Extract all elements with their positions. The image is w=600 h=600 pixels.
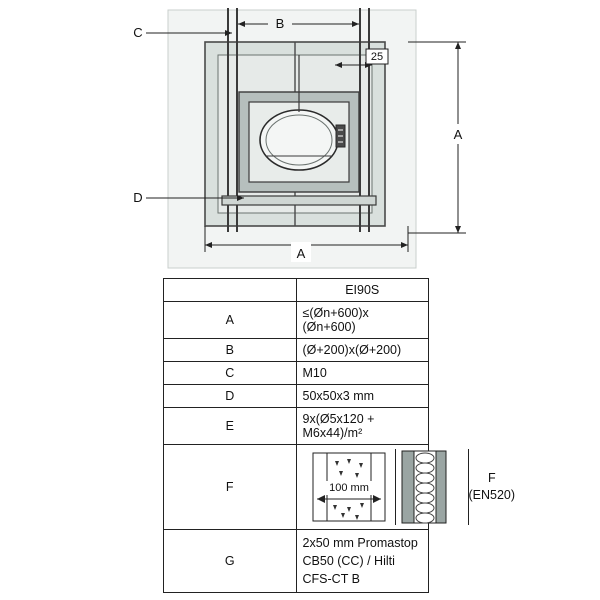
f-detail-group — [303, 449, 516, 525]
f-standard-letter: F — [487, 471, 496, 486]
table-row — [164, 362, 429, 385]
table-header-blank-cell — [164, 279, 297, 302]
dim-a-vertical-arrow-top — [455, 42, 461, 49]
row-key-e: E — [164, 408, 297, 445]
f-section-middle — [396, 449, 469, 525]
table-header-row — [164, 279, 429, 302]
row-value-a: ≤(Øn+600)x (Øn+600) — [296, 302, 429, 339]
table-row — [164, 302, 429, 339]
label-c: C — [133, 25, 143, 40]
row-value-b: (Ø+200)x(Ø+200) — [296, 339, 429, 362]
f-standard-label-group — [469, 449, 516, 525]
row-value-d: 50x50x3 mm — [296, 385, 429, 408]
f-standard-code: (EN520) — [468, 488, 516, 502]
row-key-c: C — [164, 362, 297, 385]
f-thickness-label: 100 mm — [328, 482, 369, 494]
row-key-a: A — [164, 302, 297, 339]
specification-table-wrapper — [163, 278, 516, 593]
cavity-layer — [414, 451, 436, 523]
table-header-title: EI90S — [296, 279, 429, 302]
dim-b-label: B — [275, 16, 285, 31]
row-key-f: F — [164, 445, 297, 530]
row-value-c: M10 — [296, 362, 429, 385]
board-layer-2 — [436, 451, 446, 523]
row-key-g: G — [164, 530, 297, 593]
dim-a-vertical-arrow-bottom — [455, 226, 461, 233]
table-row — [164, 530, 429, 593]
board-layer — [402, 451, 414, 523]
penetration-seal-drawing — [0, 0, 600, 280]
row-value-f — [296, 445, 516, 530]
bottom-rail — [222, 196, 376, 205]
row-key-b: B — [164, 339, 297, 362]
row-value-g: 2x50 mm Promastop CB50 (CC) / Hilti CFS-CT B — [296, 530, 429, 593]
table-row — [164, 408, 429, 445]
table-row — [164, 339, 429, 362]
row-key-d: D — [164, 385, 297, 408]
specification-table — [163, 278, 516, 593]
label-d: D — [133, 190, 143, 205]
f-section-left — [303, 449, 396, 525]
dim-a-horizontal-label: A — [296, 246, 306, 261]
row-value-e: 9x(Ø5x120 + M6x44)/m² — [296, 408, 429, 445]
table-row — [164, 385, 429, 408]
table-row-f — [164, 445, 429, 530]
duct-circle — [260, 110, 338, 170]
dim-25-label: 25 — [370, 51, 384, 63]
dim-a-vertical-label: A — [453, 127, 463, 142]
